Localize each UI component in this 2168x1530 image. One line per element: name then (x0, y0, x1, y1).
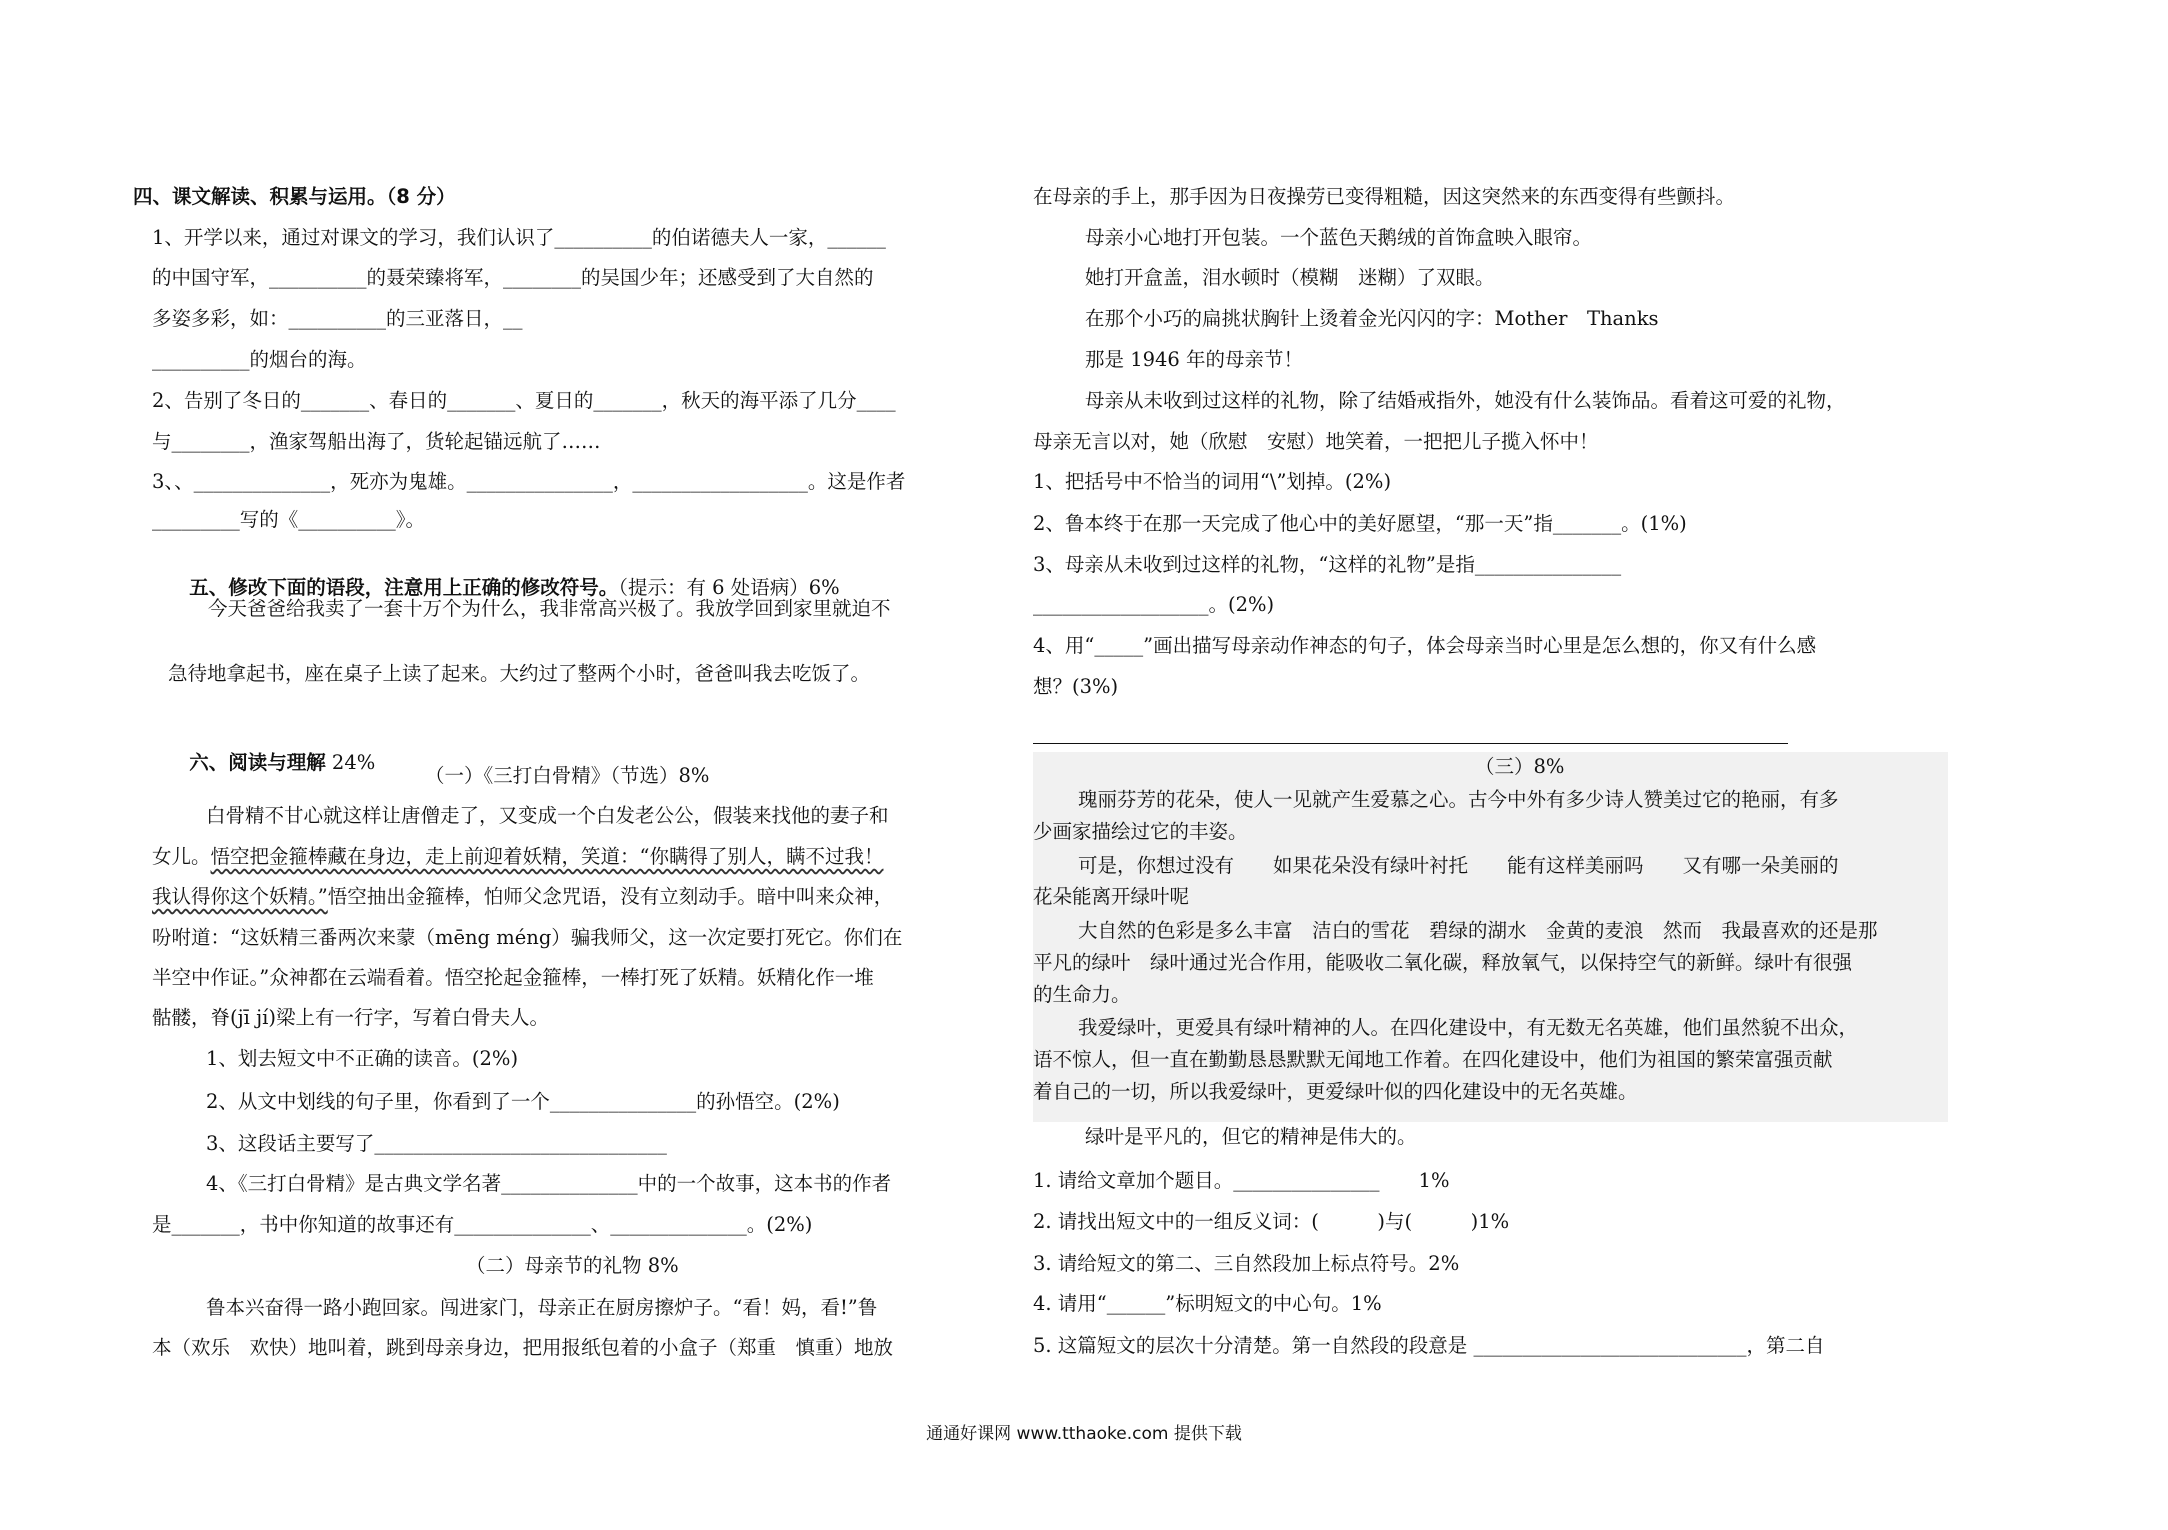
passage-1-question-3: 3、这段话主要写了______________________________ (206, 1132, 667, 1155)
question-4-3-line-1: 3、、______________，死亦为鬼雄。_______________，__________________。这是作者 (152, 470, 906, 493)
passage-2-line-7: 那是 1946 年的母亲节！ (1085, 348, 1304, 371)
footer-credit: 通通好课网 www.tthaoke.com 提供下载 (926, 1424, 1242, 1444)
passage-2-question-4-line-2: 想？(3%) (1033, 675, 1119, 698)
passage-3-conclusion: 绿叶是平凡的，但它的精神是伟大的。 (1085, 1125, 1417, 1148)
passage-2-question-1: 1、把括号中不恰当的词用“\”划掉。(2%) (1033, 470, 1392, 493)
passage-2-question-3-line-1: 3、母亲从未收到过这样的礼物，“这样的礼物”是指_______________ (1033, 553, 1622, 576)
passage-2-line-5: 她打开盒盖，泪水顿时（模糊 迷糊）了双眼。 (1085, 266, 1495, 289)
passage-3-question-1: 1. 请给文章加个题目。_______________ 1% (1033, 1169, 1450, 1192)
passage-3-line-5: 大自然的色彩是多么丰富 洁白的雪花 碧绿的湖水 金黄的麦浪 然而 我最喜欢的还是那 (1078, 919, 1878, 942)
passage-3-question-3: 3. 请给短文的第二、三自然段加上标点符号。2% (1033, 1252, 1460, 1275)
passage-3-line-9: 语不惊人，但一直在勤勤恳恳默默无闻地工作着。在四化建设中，他们为祖国的繁荣富强贡献 (1033, 1048, 1833, 1071)
passage-2-question-4-line-1: 4、用“_____”画出描写母亲动作神态的句子，体会母亲当时心里是怎么想的，你又有什么感 (1033, 634, 1817, 657)
passage-3-line-10: 着自己的一切，所以我爱绿叶，更爱绿叶似的四化建设中的无名英雄。 (1033, 1080, 1638, 1103)
passage-3-line-2: 少画家描绘过它的丰姿。 (1033, 820, 1248, 843)
question-4-1-line-1: 1、开学以来，通过对课文的学习，我们认识了__________的伯诺德夫人一家，______ (152, 226, 886, 249)
passage-3-question-2: 2. 请找出短文中的一组反义词：( )与( )1% (1033, 1210, 1510, 1233)
underlined-sentence: 悟空把金箍棒藏在身边，走上前迎着妖精，笑道：“你瞒得了别人，瞒不过我！ (210, 845, 884, 868)
section-6-score: 24% (325, 751, 376, 774)
question-4-2-line-2: 与________，渔家驾船出海了，货轮起锚远航了…… (152, 430, 601, 453)
section-5-title: 五、修改下面的语段，注意用上正确的修改符号。 (189, 576, 619, 599)
question-4-1-line-2: 的中国守军，__________的聂荣臻将军，________的吴国少年；还感受到了大自然的 (152, 266, 874, 289)
passage-1-line-4: 吩咐道：“这妖精三番两次来蒙（mēng méng）骗我师父，这一次定要打死它。你们在 (152, 926, 903, 949)
passage-2-line-6: 在那个小巧的扁挑状胸针上烫着金光闪闪的字：Mother Thanks (1085, 307, 1659, 330)
section-5-paragraph-line-1: 今天爸爸给我卖了一套十万个为什么，我非常高兴极了。我放学回到家里就迫不 (208, 597, 891, 620)
passage-3-question-4: 4. 请用“______”标明短文的中心句。1% (1033, 1292, 1382, 1315)
passage-3-line-7: 的生命力。 (1033, 983, 1131, 1006)
passage-2-title: （二）母亲节的礼物 8% (466, 1254, 679, 1277)
passage-2-line-1: 鲁本兴奋得一路小跑回家。闯进家门，母亲正在厨房擦炉子。“看！妈，看!”鲁 (206, 1296, 878, 1319)
passage-2-line-3: 在母亲的手上，那手因为日夜操劳已变得粗糙，因这突然来的东西变得有些颤抖。 (1033, 185, 1736, 208)
passage-3-line-6: 平凡的绿叶 绿叶通过光合作用，能吸收二氧化碳，释放氧气，以保持空气的新鲜。绿叶有很强 (1033, 951, 1853, 974)
section-6-heading (152, 721, 375, 805)
passage-2-line-2: 本（欢乐 欢快）地叫着，跳到母亲身边，把用报纸包着的小盒子（郑重 慎重）地放 (152, 1336, 894, 1359)
passage-3-line-3: 可是，你想过没有 如果花朵没有绿叶衬托 能有这样美丽吗 又有哪一朵美丽的 (1078, 854, 1839, 877)
passage-1-text: 女儿。 (152, 845, 211, 868)
answer-line (1033, 743, 1788, 744)
passage-2-question-3-line-2: __________________。(2%) (1033, 593, 1275, 616)
passage-1-line-2 (152, 843, 884, 871)
passage-1-line-3 (152, 883, 893, 911)
question-4-1-line-3: 多姿多彩，如：__________的三亚落日，__ (152, 307, 523, 330)
passage-1-question-2: 2、从文中划线的句子里，你看到了一个_______________的孙悟空。(2%) (206, 1090, 840, 1113)
passage-1-question-4-line-1: 4、《三打白骨精》是古典文学名著______________中的一个故事，这本书的作者 (206, 1172, 892, 1195)
passage-1-line-1: 白骨精不甘心就这样让唐僧走了，又变成一个白发老公公，假装来找他的妻子和 (206, 804, 889, 827)
passage-1-question-1: 1、划去短文中不正确的读音。(2%) (206, 1047, 519, 1070)
passage-3-question-5: 5. 这篇短文的层次十分清楚。第一自然段的段意是 ____________________________，第二自 (1033, 1334, 1825, 1357)
question-4-1-line-4: __________的烟台的海。 (152, 348, 367, 371)
section-5-hint: （提示：有 6 处语病）6% (618, 576, 840, 599)
passage-2-line-4: 母亲小心地打开包装。一个蓝色天鹅绒的首饰盒映入眼帘。 (1085, 226, 1593, 249)
underlined-sentence-end: 我认得你这个妖精。” (152, 885, 328, 908)
passage-1-line-6: 骷髅，脊(jī jí)梁上有一行字，写着白骨夫人。 (152, 1006, 549, 1029)
passage-3-line-8: 我爱绿叶，更爱具有绿叶精神的人。在四化建设中，有无数无名英雄，他们虽然貌不出众， (1078, 1016, 1859, 1039)
passage-1-text-cont: 悟空抽出金箍棒，怕师父念咒语，没有立刻动手。暗中叫来众神， (327, 885, 894, 908)
question-4-3-line-2: _________写的《__________》。 (152, 508, 426, 531)
passage-2-question-2: 2、鲁本终于在那一天完成了他心中的美好愿望，“那一天”指_______。(1%) (1033, 512, 1687, 535)
section-4-heading: 四、课文解读、积累与运用。（8 分） (133, 185, 456, 208)
passage-1-question-4-line-2: 是_______，书中你知道的故事还有______________、______________。(2%) (152, 1213, 813, 1236)
passage-2-line-9: 母亲无言以对，她（欣慰 安慰）地笑着，一把把儿子揽入怀中！ (1033, 430, 1599, 453)
passage-3-line-1: 瑰丽芬芳的花朵，使人一见就产生爱慕之心。古今中外有多少诗人赞美过它的艳丽，有多 (1078, 788, 1839, 811)
passage-3-line-4: 花朵能离开绿叶呢 (1033, 885, 1190, 908)
passage-1-line-5: 半空中作证。”众神都在云端看着。悟空抡起金箍棒，一棒打死了妖精。妖精化作一堆 (152, 966, 874, 989)
section-6-title: 六、阅读与理解 (189, 751, 326, 774)
passage-3-title: （三）8% (1475, 755, 1565, 778)
question-4-2-line-1: 2、告别了冬日的_______、春日的_______、夏日的_______，秋天的海平添了几分____ (152, 389, 896, 412)
passage-2-line-8: 母亲从未收到过这样的礼物，除了结婚戒指外，她没有什么装饰品。看着这可爱的礼物， (1085, 389, 1846, 412)
passage-1-title: （一）《三打白骨精》（节选）8% (425, 764, 710, 787)
section-5-paragraph-line-2: 急待地拿起书，座在桌子上读了起来。大约过了整两个小时，爸爸叫我去吃饭了。 (168, 662, 871, 685)
